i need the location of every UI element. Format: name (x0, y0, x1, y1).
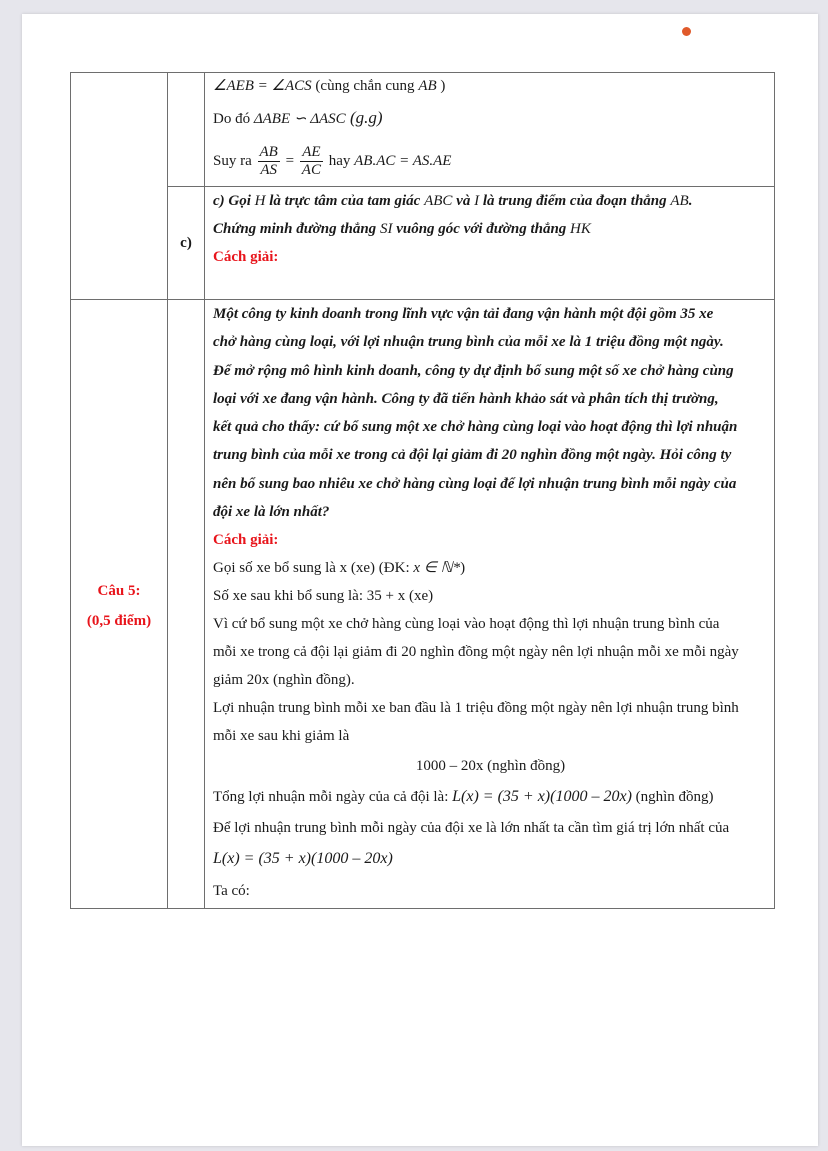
angle-equation: ∠AEB = ∠ACS (213, 78, 312, 94)
question-cell-empty (71, 73, 168, 300)
table-row-question-5 (71, 300, 775, 909)
math-condition: x ∈ ℕ* (413, 560, 461, 577)
part-cell-empty (168, 73, 205, 187)
solution-table (70, 72, 775, 909)
solution-step-profit-2: mỗi xe sau khi giảm là (213, 728, 350, 745)
solution-step-function (213, 844, 768, 874)
problem-line: chở hàng cùng loại, với lợi nhuận trung bình của mỗi xe là 1 triệu đồng một ngày. (213, 334, 724, 351)
question-5-points: (0,5 điểm) (86, 613, 152, 630)
fraction-denominator: AS (260, 162, 277, 179)
solution-step-max: Để lợi nhuận trung bình mỗi ngày của đội xe là lớn nhất ta cần tìm giá trị lớn nhất của (213, 820, 730, 837)
problem-line: loại với xe đang vận hành. Công ty đã tiến hành khảo sát và phân tích thị trường, (213, 390, 719, 407)
solution-step-decrease-3: giảm 20x (nghìn đồng). (213, 672, 355, 689)
math-var: SI (379, 221, 393, 237)
fraction-ab-as (258, 144, 280, 179)
fraction-denominator: AC (301, 162, 321, 179)
fraction-numerator: AB (259, 144, 278, 161)
question-5-title: Câu 5: (97, 583, 141, 600)
solution-step-decrease-1: Vì cứ bổ sung một xe chở hàng cùng loại vào hoạt động thì lợi nhuận trung bình của (213, 616, 720, 633)
question-5-cell (71, 300, 168, 909)
solution-step-decrease-2: mỗi xe trong cả đội lại giảm đi 20 nghìn đồng một ngày nên lợi nhuận mỗi xe mỗi ngày (213, 644, 739, 661)
math-var: AB (670, 193, 689, 209)
text: . (688, 193, 693, 209)
table-row-part-b-continuation (71, 73, 775, 187)
text: Gọi số xe bổ sung là x (xe) (ĐK: (213, 560, 414, 577)
solution-step-we-have: Ta có: (213, 883, 250, 900)
solution-step-count: Số xe sau khi bổ sung là: 35 + x (xe) (213, 588, 434, 605)
math-var: I (474, 193, 480, 209)
equals-sign: = (281, 153, 298, 169)
ratio-connector: hay (324, 153, 355, 169)
product-equation: AB.AC = AS.AE (354, 153, 452, 169)
text: (nghìn đồng) (631, 789, 714, 806)
text: là trực tâm của tam giác (265, 193, 425, 209)
ratio-line (213, 136, 768, 186)
solution-step-profit-formula: 1000 – 20x (nghìn đồng) (415, 758, 566, 775)
part-c-question-line-2 (213, 215, 768, 243)
text: là trung điểm của đoạn thẳng (479, 193, 671, 209)
math-var: ABC (424, 193, 453, 209)
problem-line: kết quả cho thấy: cứ bổ sung một xe chở hàng cùng loại vào hoạt động thì lợi nhuận (213, 419, 738, 436)
content-cell-part-b (205, 73, 775, 187)
arc-label: AB (418, 78, 437, 94)
part-cell-empty (168, 300, 205, 909)
content-cell-part-c (205, 187, 775, 300)
similarity-equation: ΔABE ∽ ΔASC (253, 111, 346, 127)
content-cell-question-5 (205, 300, 775, 909)
similarity-prefix: Do đó (213, 111, 254, 127)
profit-function: L(x) = (35 + x)(1000 – 20x) (213, 850, 393, 868)
solution-step-total (213, 782, 768, 812)
similarity-line (213, 101, 768, 136)
problem-line: Để mở rộng mô hình kinh doanh, công ty dự định bổ sung một số xe chở hàng cùng (213, 362, 734, 379)
table-row-part-c (71, 187, 775, 300)
angle-note-end: ) (436, 78, 446, 94)
problem-statement (213, 300, 768, 526)
fraction-numerator: AE (300, 144, 323, 162)
solution-label: Cách giải: (213, 532, 279, 549)
math-var: HK (570, 221, 591, 237)
solution-step-profit-1: Lợi nhuận trung bình mỗi xe ban đầu là 1 triệu đồng một ngày nên lợi nhuận trung bình (213, 700, 739, 717)
text: vuông góc với đường thẳng (392, 221, 571, 237)
profit-function: L(x) = (35 + x)(1000 – 20x) (452, 788, 632, 806)
text: Chứng minh đường thẳng (213, 221, 380, 237)
part-c-question-line-1 (213, 187, 768, 215)
document-page (22, 14, 818, 1146)
problem-line: đội xe là lớn nhất? (213, 504, 330, 521)
similarity-case: (g.g) (345, 108, 383, 127)
problem-line: Một công ty kinh doanh trong lĩnh vực vận tải đang vận hành một đội gồm 35 xe (213, 306, 714, 322)
solution-step-variable (213, 554, 768, 582)
problem-line: trung bình của mỗi xe trong cả đội lại giảm đi 20 nghìn đồng một ngày. Hỏi công ty (213, 447, 732, 464)
part-label-c: c) (168, 187, 205, 300)
text: Tổng lợi nhuận mỗi ngày của cả đội là: (213, 789, 453, 806)
text: ) (460, 560, 466, 577)
math-var: H (254, 193, 266, 209)
angle-equality-line (213, 71, 768, 101)
solution-label: Cách giải: (213, 249, 279, 265)
ratio-prefix: Suy ra (213, 153, 256, 169)
fraction-ae-ac (300, 144, 323, 179)
text: và (452, 193, 475, 209)
angle-note: (cùng chắn cung (311, 78, 419, 94)
problem-line: nên bổ sung bao nhiêu xe chở hàng cùng loại để lợi nhuận trung bình mỗi ngày của (213, 475, 737, 492)
text: c) Gọi (213, 193, 255, 209)
recording-indicator-icon (682, 27, 691, 36)
